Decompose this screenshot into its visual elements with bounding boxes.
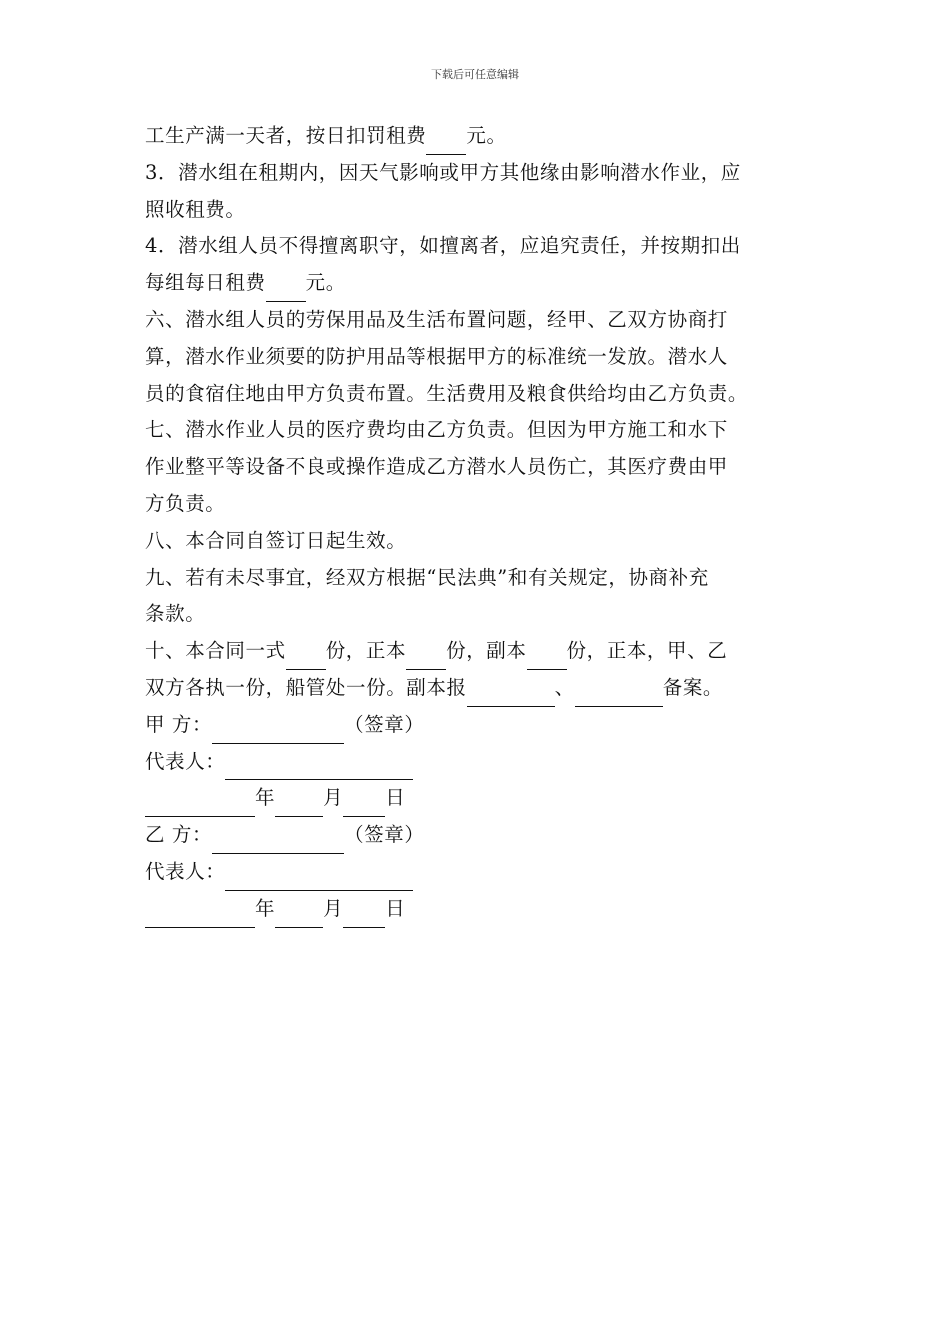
year-label: 年 [255,896,276,920]
text-line: 照收租费。 [145,197,246,221]
year-field[interactable] [145,790,255,817]
text-line [145,118,810,155]
contract-body [145,118,810,928]
text-segment: 元。 [466,124,507,147]
party-b-label: 乙 方： [145,823,213,847]
text-segment: 备案。 [662,675,724,699]
text-line: 七、潜水作业人员的医疗费均由乙方负责。但因为甲方施工和水下 [145,418,728,442]
text-line: 4．潜水组人员不得擅离职守，如擅离者，应追究责任，并按期扣出 [145,234,741,258]
seal-label: （签章） [344,823,425,847]
representative-label: 代表人： [145,749,226,773]
fill-blank[interactable] [426,128,466,155]
representative-line [145,744,810,781]
party-a-field[interactable] [212,717,344,744]
representative-label: 代表人： [145,859,226,883]
fill-blank[interactable] [406,643,446,670]
fill-blank[interactable] [467,680,555,707]
text-line [145,670,810,707]
day-label: 日 [385,896,406,920]
text-segment: 每组每日租费 [145,271,266,295]
party-b-line [145,817,810,854]
seal-label: （签章） [344,712,425,736]
month-field[interactable] [275,790,323,817]
text-segment: 份，正本，甲、乙 [566,639,728,663]
party-b-field[interactable] [212,827,344,854]
text-line: 3．潜水组在租期内，因天气影响或甲方其他缘由影响潜水作业，应 [145,160,741,184]
month-label: 月 [323,896,344,920]
representative-field[interactable] [225,753,413,780]
fill-blank[interactable] [266,275,306,302]
party-a-label: 甲 方： [145,712,213,736]
text-line: 条款。 [145,602,206,626]
page-header: 下载后可任意编辑 [431,68,519,81]
representative-line [145,854,810,891]
text-line: 九、若有未尽事宜，经双方根据“民法典”和有关规定，协商补充 [145,565,709,589]
fill-blank[interactable] [286,643,326,670]
fill-blank[interactable] [527,643,567,670]
text-line: 作业整平等设备不良或操作造成乙方潜水人员伤亡，其医疗费由甲 [145,455,728,479]
text-segment: 双方各执一份，船管处一份。副本报 [145,675,467,699]
text-line: 算，潜水作业须要的防护用品等根据甲方的标准统一发放。潜水人 [145,344,728,368]
month-label: 月 [323,786,344,810]
fill-blank[interactable] [575,680,663,707]
text-line: 六、潜水组人员的劳保用品及生活布置问题，经甲、乙双方协商打 [145,307,728,331]
party-a-line [145,707,810,744]
text-segment: 份，正本 [325,639,407,663]
text-segment: 、 [554,675,575,699]
text-segment: 工生产满一天者，按日扣罚租费 [145,124,427,147]
text-segment: 十、本合同一式 [145,639,286,663]
day-field[interactable] [343,790,385,817]
date-line [145,780,810,817]
month-field[interactable] [275,901,323,928]
text-line: 员的食宿住地由甲方负责布置。生活费用及粮食供给均由乙方负责。 [145,381,749,405]
day-label: 日 [385,786,406,810]
text-line: 方负责。 [145,491,226,515]
day-field[interactable] [343,901,385,928]
text-line [145,633,810,670]
text-segment: 份，副本 [446,639,527,663]
text-line: 八、本合同自签订日起生效。 [145,528,407,552]
year-label: 年 [255,786,276,810]
text-line [145,265,810,302]
date-line [145,891,810,928]
representative-field[interactable] [225,864,413,891]
year-field[interactable] [145,901,255,928]
text-segment: 元。 [305,271,346,295]
